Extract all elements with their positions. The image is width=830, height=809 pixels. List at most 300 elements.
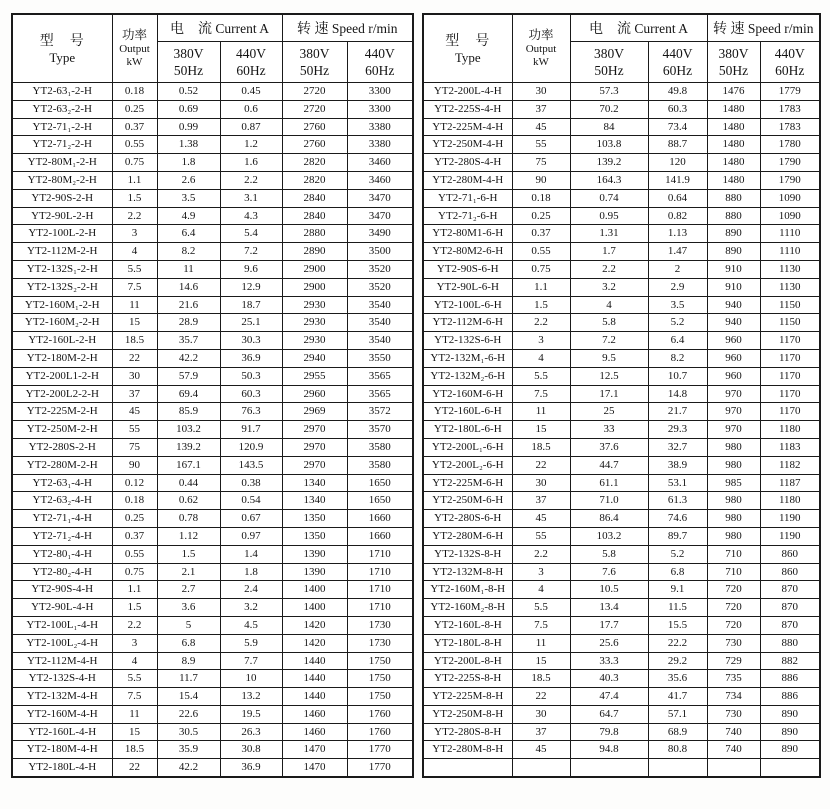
value-cell: 5.2: [648, 545, 707, 563]
value-cell: 3550: [347, 349, 413, 367]
value-cell: 38.9: [648, 456, 707, 474]
table-row: [423, 634, 820, 652]
value-cell: 1170: [760, 403, 820, 421]
type-cell: YT2-80M₂-2-H: [12, 171, 112, 189]
value-cell: 7.7: [220, 652, 282, 670]
table-row: [12, 705, 413, 723]
type-cell: YT2-280S-6-H: [423, 510, 512, 528]
value-cell: 1150: [760, 296, 820, 314]
value-cell: 64.7: [570, 705, 648, 723]
value-cell: 1.8: [220, 563, 282, 581]
value-cell: 1480: [707, 100, 760, 118]
type-cell: YT2-200L-8-H: [423, 652, 512, 670]
value-cell: 870: [760, 581, 820, 599]
value-cell: 730: [707, 634, 760, 652]
value-cell: 2.7: [157, 581, 220, 599]
table-row: [423, 723, 820, 741]
value-cell: 49.8: [648, 83, 707, 101]
value-cell: 9.6: [220, 260, 282, 278]
value-cell: 85.9: [157, 403, 220, 421]
type-cell: YT2-280M-4-H: [423, 171, 512, 189]
value-cell: 1170: [760, 385, 820, 403]
type-cell: YT2-160L-4-H: [12, 723, 112, 741]
type-cell: YT2-100L₂-4-H: [12, 634, 112, 652]
type-cell: YT2-200L1-2-H: [12, 367, 112, 385]
value-cell: 90: [112, 456, 157, 474]
power-header-unit: kW: [533, 56, 549, 68]
value-cell: 1390: [282, 563, 347, 581]
type-cell: YT2-160M-4-H: [12, 705, 112, 723]
value-cell: 45: [512, 118, 570, 136]
value-cell: 25.6: [570, 634, 648, 652]
type-cell: YT2-132M-8-H: [423, 563, 512, 581]
type-cell: YT2-250M-6-H: [423, 492, 512, 510]
value-cell: 57.9: [157, 367, 220, 385]
value-cell: 3: [112, 634, 157, 652]
voltage-label: 440V: [364, 46, 395, 61]
type-cell: YT2-280M-8-H: [423, 741, 512, 759]
table-body-left: [12, 83, 413, 778]
value-cell: 7.5: [512, 616, 570, 634]
type-cell: YT2-71₂-2-H: [12, 136, 112, 154]
value-cell: 960: [707, 367, 760, 385]
table-row: [423, 456, 820, 474]
value-cell: 5: [157, 616, 220, 634]
value-cell: 45: [512, 741, 570, 759]
value-cell: 5.8: [570, 314, 648, 332]
value-cell: 985: [707, 474, 760, 492]
value-cell: 9.5: [570, 349, 648, 367]
value-cell: 720: [707, 599, 760, 617]
type-cell: YT2-71₁-2-H: [12, 118, 112, 136]
type-cell: YT2-132M₁-6-H: [423, 349, 512, 367]
table-row: [12, 688, 413, 706]
value-cell: 0.44: [157, 474, 220, 492]
table-row: [12, 616, 413, 634]
value-cell: 0.75: [112, 154, 157, 172]
value-cell: 79.8: [570, 723, 648, 741]
value-cell: 1460: [282, 723, 347, 741]
value-cell: 8.9: [157, 652, 220, 670]
value-cell: 6.4: [648, 332, 707, 350]
table-row: [12, 207, 413, 225]
value-cell: 26.3: [220, 723, 282, 741]
type-cell: YT2-225S-8-H: [423, 670, 512, 688]
value-cell: 1780: [760, 136, 820, 154]
value-cell: 734: [707, 688, 760, 706]
value-cell: 15.4: [157, 688, 220, 706]
power-header-cn: 功率: [121, 28, 147, 42]
value-cell: 3460: [347, 154, 413, 172]
table-row: [12, 723, 413, 741]
value-cell: 0.74: [570, 189, 648, 207]
table-row: [423, 510, 820, 528]
current-group-header: [570, 14, 707, 42]
value-cell: 2930: [282, 296, 347, 314]
table-row: [12, 599, 413, 617]
type-cell: YT2-225M-2-H: [12, 403, 112, 421]
value-cell: 2760: [282, 118, 347, 136]
table-row: [12, 670, 413, 688]
value-cell: 1.7: [570, 243, 648, 261]
type-cell: YT2-180L-8-H: [423, 634, 512, 652]
value-cell: 29.2: [648, 652, 707, 670]
type-cell: YT2-225M-6-H: [423, 474, 512, 492]
type-header-en: Type: [454, 49, 481, 65]
value-cell: 22.6: [157, 705, 220, 723]
value-cell: 103.8: [570, 136, 648, 154]
value-cell: 167.1: [157, 456, 220, 474]
value-cell: 12.9: [220, 278, 282, 296]
value-cell: 19.5: [220, 705, 282, 723]
value-cell: 37: [512, 723, 570, 741]
table-row: [423, 154, 820, 172]
value-cell: [760, 759, 820, 777]
value-cell: 53.1: [648, 474, 707, 492]
value-cell: 3300: [347, 100, 413, 118]
value-cell: 22: [512, 456, 570, 474]
value-cell: 1420: [282, 616, 347, 634]
table-row: [423, 278, 820, 296]
type-cell: YT2-112M-4-H: [12, 652, 112, 670]
value-cell: 22: [112, 349, 157, 367]
value-cell: 970: [707, 385, 760, 403]
value-cell: 1783: [760, 100, 820, 118]
table-row: [423, 438, 820, 456]
value-cell: 7.5: [112, 688, 157, 706]
value-cell: 0.82: [648, 207, 707, 225]
value-cell: 3570: [347, 421, 413, 439]
value-cell: 143.5: [220, 456, 282, 474]
type-cell: YT2-90S-2-H: [12, 189, 112, 207]
value-cell: 35.7: [157, 332, 220, 350]
table-row: [12, 545, 413, 563]
value-cell: 1130: [760, 278, 820, 296]
type-cell: [423, 759, 512, 777]
value-cell: 22: [512, 688, 570, 706]
value-cell: 8.2: [648, 349, 707, 367]
type-header-cn: 型 号: [445, 33, 491, 49]
type-cell: YT2-160M₁-2-H: [12, 296, 112, 314]
value-cell: 11: [112, 296, 157, 314]
current-380v-header: [157, 42, 220, 83]
value-cell: 22: [112, 759, 157, 777]
type-cell: YT2-63₂-4-H: [12, 492, 112, 510]
value-cell: 910: [707, 260, 760, 278]
value-cell: 1187: [760, 474, 820, 492]
value-cell: 1480: [707, 136, 760, 154]
value-cell: 1760: [347, 723, 413, 741]
value-cell: 890: [707, 225, 760, 243]
type-cell: YT2-180M-4-H: [12, 741, 112, 759]
value-cell: 5.8: [570, 545, 648, 563]
value-cell: 0.78: [157, 510, 220, 528]
value-cell: 3460: [347, 171, 413, 189]
table-row: [423, 563, 820, 581]
table-row: [423, 403, 820, 421]
value-cell: 1.12: [157, 527, 220, 545]
value-cell: 0.55: [112, 545, 157, 563]
value-cell: 3300: [347, 83, 413, 101]
value-cell: 1.31: [570, 225, 648, 243]
value-cell: 1130: [760, 260, 820, 278]
value-cell: 0.69: [157, 100, 220, 118]
value-cell: 1770: [347, 759, 413, 777]
value-cell: 7.5: [112, 278, 157, 296]
type-cell: YT2-160M₂-2-H: [12, 314, 112, 332]
value-cell: 0.62: [157, 492, 220, 510]
value-cell: 68.9: [648, 723, 707, 741]
type-cell: YT2-132S₂-2-H: [12, 278, 112, 296]
type-cell: YT2-160M₂-8-H: [423, 599, 512, 617]
table-row: [423, 83, 820, 101]
table-row: [423, 421, 820, 439]
value-cell: 18.5: [512, 670, 570, 688]
value-cell: 21.7: [648, 403, 707, 421]
value-cell: 30: [112, 367, 157, 385]
type-cell: YT2-90S-4-H: [12, 581, 112, 599]
value-cell: 880: [707, 207, 760, 225]
value-cell: 1400: [282, 599, 347, 617]
value-cell: 1750: [347, 670, 413, 688]
value-cell: 3380: [347, 118, 413, 136]
table-header: [12, 14, 413, 83]
value-cell: 3.5: [157, 189, 220, 207]
type-cell: YT2-132S-4-H: [12, 670, 112, 688]
value-cell: 970: [707, 403, 760, 421]
table-row: [12, 438, 413, 456]
value-cell: 1476: [707, 83, 760, 101]
value-cell: 0.45: [220, 83, 282, 101]
value-cell: 870: [760, 616, 820, 634]
current-header-cn: 电 流: [170, 22, 212, 37]
table-row: [12, 332, 413, 350]
value-cell: 1660: [347, 510, 413, 528]
value-cell: 37.6: [570, 438, 648, 456]
value-cell: 2.4: [220, 581, 282, 599]
value-cell: 1750: [347, 688, 413, 706]
value-cell: 1480: [707, 118, 760, 136]
value-cell: 2970: [282, 456, 347, 474]
value-cell: 2900: [282, 278, 347, 296]
value-cell: 37: [512, 100, 570, 118]
value-cell: 940: [707, 314, 760, 332]
table-row: [423, 705, 820, 723]
type-cell: YT2-100L₁-4-H: [12, 616, 112, 634]
type-cell: YT2-160L-8-H: [423, 616, 512, 634]
table-row: [12, 474, 413, 492]
value-cell: 61.3: [648, 492, 707, 510]
value-cell: 1110: [760, 225, 820, 243]
value-cell: 2: [648, 260, 707, 278]
table-row: [423, 652, 820, 670]
speed-header-en: Speed r/min: [331, 21, 398, 36]
value-cell: 1.6: [220, 154, 282, 172]
value-cell: 30: [512, 474, 570, 492]
motor-spec-table-left: [11, 13, 414, 778]
value-cell: 11.7: [157, 670, 220, 688]
value-cell: 2.2: [112, 207, 157, 225]
value-cell: 740: [707, 741, 760, 759]
value-cell: 720: [707, 581, 760, 599]
table-row: [12, 189, 413, 207]
value-cell: 980: [707, 438, 760, 456]
value-cell: 3.2: [220, 599, 282, 617]
table-row: [423, 225, 820, 243]
frequency-label: 50Hz: [299, 63, 330, 78]
value-cell: 4.3: [220, 207, 282, 225]
type-cell: YT2-280S-2-H: [12, 438, 112, 456]
table-row: [12, 385, 413, 403]
table-row: [423, 136, 820, 154]
value-cell: 4: [512, 349, 570, 367]
value-cell: 870: [760, 599, 820, 617]
value-cell: 75: [112, 438, 157, 456]
value-cell: 1.4: [220, 545, 282, 563]
value-cell: 910: [707, 278, 760, 296]
value-cell: 2890: [282, 243, 347, 261]
value-cell: 30: [512, 83, 570, 101]
table-row: [12, 741, 413, 759]
value-cell: 11: [112, 705, 157, 723]
value-cell: 0.97: [220, 527, 282, 545]
value-cell: 18.5: [112, 741, 157, 759]
value-cell: 1340: [282, 492, 347, 510]
value-cell: 3470: [347, 189, 413, 207]
type-cell: YT2-160L-6-H: [423, 403, 512, 421]
value-cell: 36.9: [220, 759, 282, 777]
value-cell: 2820: [282, 171, 347, 189]
value-cell: 57.3: [570, 83, 648, 101]
value-cell: 886: [760, 688, 820, 706]
value-cell: 22.2: [648, 634, 707, 652]
value-cell: 15: [112, 723, 157, 741]
value-cell: 1710: [347, 545, 413, 563]
value-cell: 84: [570, 118, 648, 136]
table-row: [423, 599, 820, 617]
value-cell: [648, 759, 707, 777]
value-cell: 0.54: [220, 492, 282, 510]
frequency-label: 50Hz: [594, 63, 624, 78]
value-cell: 1.5: [512, 296, 570, 314]
current-440v-header: [648, 42, 707, 83]
value-cell: 18.5: [512, 438, 570, 456]
type-cell: YT2-132M-4-H: [12, 688, 112, 706]
value-cell: 7.5: [512, 385, 570, 403]
value-cell: 3490: [347, 225, 413, 243]
value-cell: 12.5: [570, 367, 648, 385]
table-row: [423, 332, 820, 350]
value-cell: [512, 759, 570, 777]
voltage-label: 380V: [594, 46, 624, 61]
value-cell: 1730: [347, 616, 413, 634]
value-cell: 89.7: [648, 527, 707, 545]
value-cell: 2955: [282, 367, 347, 385]
table-row: [423, 243, 820, 261]
value-cell: 4: [112, 243, 157, 261]
type-cell: YT2-80₂-4-H: [12, 563, 112, 581]
value-cell: 1400: [282, 581, 347, 599]
value-cell: 33: [570, 421, 648, 439]
value-cell: 0.75: [512, 260, 570, 278]
value-cell: 0.6: [220, 100, 282, 118]
value-cell: 74.6: [648, 510, 707, 528]
value-cell: 36.9: [220, 349, 282, 367]
table-row: [423, 189, 820, 207]
type-cell: YT2-132S-6-H: [423, 332, 512, 350]
value-cell: 15: [512, 652, 570, 670]
value-cell: 1.47: [648, 243, 707, 261]
type-cell: YT2-225M-4-H: [423, 118, 512, 136]
value-cell: 86.4: [570, 510, 648, 528]
power-column-header: [112, 14, 157, 83]
type-cell: YT2-80M₁-2-H: [12, 154, 112, 172]
value-cell: 1.38: [157, 136, 220, 154]
value-cell: 2960: [282, 385, 347, 403]
current-header-en: Current A: [215, 21, 269, 36]
value-cell: 1710: [347, 563, 413, 581]
value-cell: 880: [707, 189, 760, 207]
type-cell: YT2-280M-2-H: [12, 456, 112, 474]
value-cell: 25.1: [220, 314, 282, 332]
value-cell: 1150: [760, 314, 820, 332]
value-cell: 14.8: [648, 385, 707, 403]
value-cell: 0.55: [112, 136, 157, 154]
type-cell: YT2-200L2-2-H: [12, 385, 112, 403]
value-cell: 4.5: [220, 616, 282, 634]
header-row-groups: [12, 14, 413, 42]
table-row: [423, 759, 820, 777]
value-cell: 2970: [282, 421, 347, 439]
value-cell: 15: [512, 421, 570, 439]
table-row: [12, 314, 413, 332]
value-cell: 3500: [347, 243, 413, 261]
value-cell: 3580: [347, 456, 413, 474]
value-cell: 11: [157, 260, 220, 278]
value-cell: 6.8: [648, 563, 707, 581]
value-cell: 2.2: [570, 260, 648, 278]
type-cell: YT2-80M1-6-H: [423, 225, 512, 243]
value-cell: 3380: [347, 136, 413, 154]
frequency-label: 50Hz: [173, 63, 204, 78]
value-cell: 0.64: [648, 189, 707, 207]
table-row: [12, 403, 413, 421]
power-header-en: Output: [525, 43, 557, 55]
value-cell: 7.2: [570, 332, 648, 350]
speed-group-header: [282, 14, 413, 42]
value-cell: 5.5: [512, 599, 570, 617]
value-cell: 980: [707, 527, 760, 545]
value-cell: 2880: [282, 225, 347, 243]
value-cell: 33.3: [570, 652, 648, 670]
value-cell: 2720: [282, 83, 347, 101]
type-cell: YT2-100L-6-H: [423, 296, 512, 314]
value-cell: 1470: [282, 759, 347, 777]
value-cell: 1783: [760, 118, 820, 136]
table-row: [12, 100, 413, 118]
value-cell: 1440: [282, 670, 347, 688]
value-cell: 0.37: [512, 225, 570, 243]
value-cell: 2.2: [220, 171, 282, 189]
type-cell: YT2-200L₁-6-H: [423, 438, 512, 456]
value-cell: 2840: [282, 189, 347, 207]
value-cell: 3520: [347, 278, 413, 296]
value-cell: 3470: [347, 207, 413, 225]
type-header-en: Type: [49, 49, 76, 65]
value-cell: 1090: [760, 207, 820, 225]
value-cell: 2930: [282, 314, 347, 332]
motor-spec-table-right: [422, 13, 821, 778]
